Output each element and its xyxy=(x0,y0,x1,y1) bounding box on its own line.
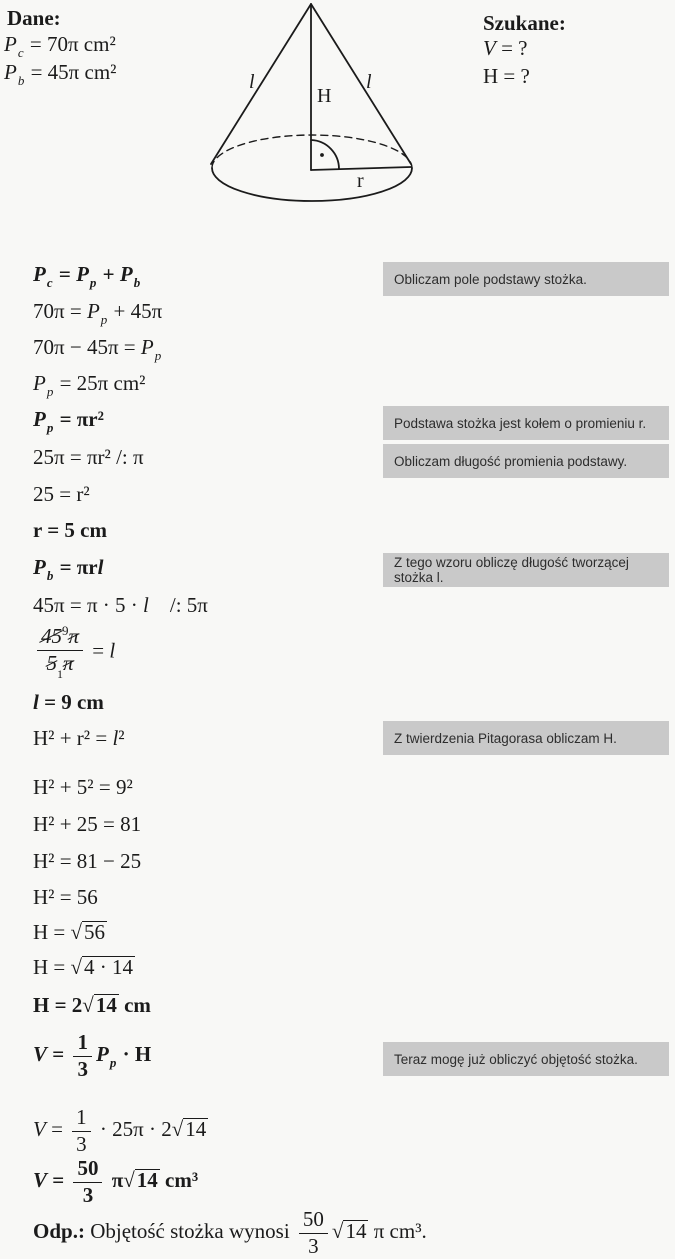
equation-row: $70\pi - 45\pi = P_p$ xyxy=(33,335,162,363)
fraction: $\frac{50}{3}$ xyxy=(73,1157,102,1207)
equation-row: H² = 81 − 25 xyxy=(33,849,142,873)
equation-row: 45π = π · 5 · l /: 5π xyxy=(33,593,208,617)
annotation-box: Podstawa stożka jest kołem o promieniu r. xyxy=(383,406,669,440)
fraction: $\frac{1}{3}$ xyxy=(72,1106,91,1156)
fraction: $\frac{50}{3}$ xyxy=(299,1208,328,1258)
equation-row: 25 = r² xyxy=(33,482,90,506)
equation-row: $P_p = 25\pi$ cm² xyxy=(33,371,146,399)
fraction: $\frac{1}{3}$ xyxy=(73,1031,92,1081)
cone-slant-right xyxy=(311,4,411,164)
given-line: $P_c = 70\pi$ cm² xyxy=(4,32,116,60)
equation-row: H² + r² = l² xyxy=(33,726,125,750)
equation-row: $70\pi = P_p + 45\pi$ xyxy=(33,299,163,327)
given-line: $P_b = 45\pi$ cm² xyxy=(4,60,117,88)
annotation-box: Z tego wzoru obliczę długość tworzącej stożka l. xyxy=(383,553,669,587)
label-radius: r xyxy=(357,170,364,192)
equation-row: H = √56 xyxy=(33,920,106,944)
equation-row: $\frac{45^9\pi}{5_1\pi}$ = l xyxy=(33,624,115,681)
label-slant-right: l xyxy=(366,71,372,93)
answer-line: Odp.: Objętość stożka wynosi $\frac{50}{3}$ √14 π cm³. xyxy=(33,1207,427,1258)
sought-line: H = ? xyxy=(483,64,530,88)
given-title: Dane: xyxy=(7,6,61,30)
equation-row: H² = 56 xyxy=(33,885,98,909)
equation-row: V = $\frac{1}{3}$ · 25π · 2√14 xyxy=(33,1105,207,1156)
fraction: $\frac{45^9\pi}{5_1\pi}$ xyxy=(37,624,83,681)
equation-row: H = 2√14 cm xyxy=(33,993,151,1017)
equation-row: $P_c = P_p + P_b$ xyxy=(33,262,141,290)
cone-figure xyxy=(195,0,435,215)
equation-row: $P_p = \pi r^2$ xyxy=(33,407,104,435)
equation-row: V = $\frac{50}{3}$ π√14 cm³ xyxy=(33,1156,199,1207)
label-height: H xyxy=(317,85,332,107)
equation-row: H = √4 · 14 xyxy=(33,955,134,979)
label-slant-left: l xyxy=(249,71,255,93)
equation-row: V = $\frac{1}{3}$ $P_p \cdot H$ xyxy=(33,1030,152,1081)
annotation-box: Z twierdzenia Pitagorasa obliczam H. xyxy=(383,721,669,755)
equation-row: r = 5 cm xyxy=(33,518,107,542)
right-angle-dot xyxy=(320,153,324,157)
annotation-box: Teraz mogę już obliczyć objętość stożka. xyxy=(383,1042,669,1076)
equation-row: $P_b = \pi rl$ xyxy=(33,555,104,583)
sought-line: V = ? xyxy=(483,36,528,60)
right-angle-arc xyxy=(311,140,339,169)
cone-base-front-arc xyxy=(212,168,412,201)
sought-title: Szukane: xyxy=(483,11,566,35)
equation-row: 25π = πr² /: π xyxy=(33,445,144,469)
equation-row: l = 9 cm xyxy=(33,690,104,714)
equation-row: H² + 5² = 9² xyxy=(33,775,133,799)
equation-row: H² + 25 = 81 xyxy=(33,812,142,836)
annotation-box: Obliczam długość promienia podstawy. xyxy=(383,444,669,478)
annotation-box: Obliczam pole podstawy stożka. xyxy=(383,262,669,296)
